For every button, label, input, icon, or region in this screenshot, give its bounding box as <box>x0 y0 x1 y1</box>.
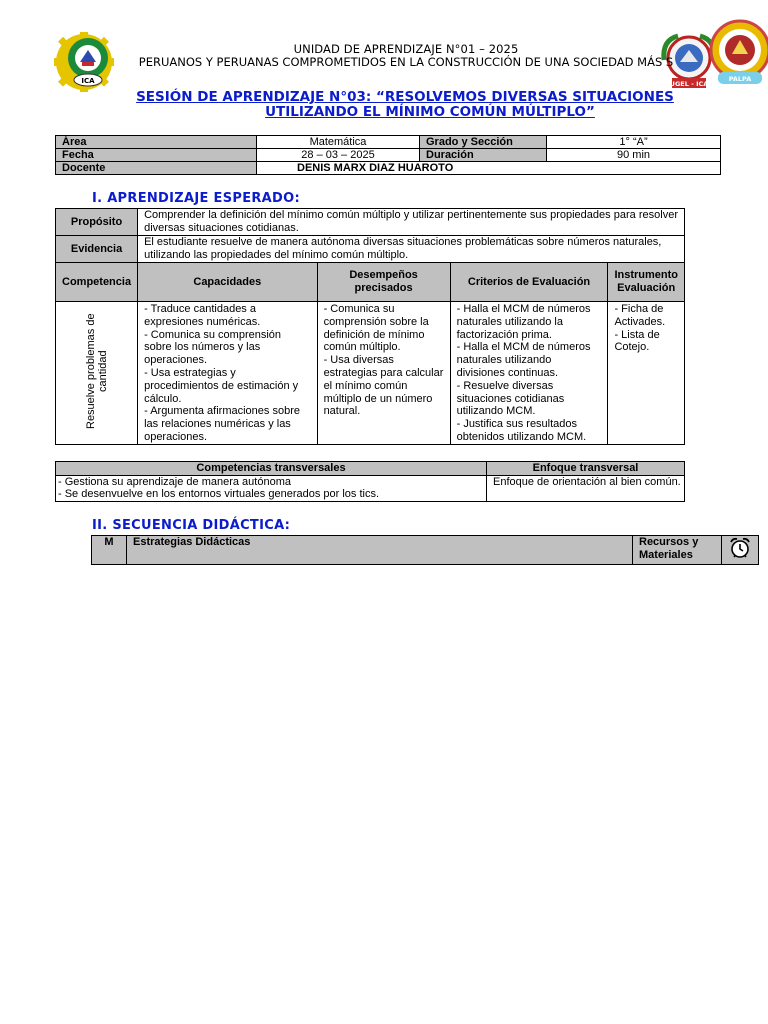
duracion-value: 90 min <box>547 149 721 162</box>
docente-value: DENIS MARX DIAZ HUAROTO <box>257 162 721 175</box>
capacidades-cell <box>138 302 317 445</box>
logo-left-text: ICA <box>81 77 95 85</box>
criterios-cell <box>450 302 608 445</box>
logo-mid-text: UGEL - ICA <box>669 80 709 88</box>
col-capacidades: Capacidades <box>138 263 317 302</box>
criterio-item: - Halla el MCM de números naturales utilizando divisiones continuas. <box>456 341 591 379</box>
col-estrategias: Estrategias Didácticas <box>127 536 633 565</box>
area-value: Matemática <box>257 136 420 149</box>
learning-table <box>55 208 685 445</box>
col-criterios: Criterios de Evaluación <box>450 263 608 302</box>
capacidad-item: - Traduce cantidades a expresiones numéricas. <box>144 303 261 328</box>
alarm-clock-icon <box>728 536 752 560</box>
proposito-text: Comprender la definición del mínimo común múltiplo y utilizar pertinentemente sus propiedades para resolver diversas situaciones cotidianas. <box>138 209 685 236</box>
unit-subheading: PERUANOS Y PERUANAS COMPROMETIDOS EN LA CONSTRUCCIÓN DE UNA SOCIEDAD MÁS S <box>138 55 674 69</box>
evidencia-label: Evidencia <box>56 236 138 263</box>
transversal-competencias-cell <box>56 475 487 501</box>
col-m: M <box>92 536 127 565</box>
unit-heading: UNIDAD DE APRENDIZAJE N°01 – 2025 <box>293 42 519 56</box>
col-time <box>722 536 759 565</box>
enfoque-text: Enfoque de orientación al bien común. <box>487 475 685 501</box>
instrumentos-cell <box>608 302 685 445</box>
capacidad-item: - Argumenta afirmaciones sobre las relaciones numéricas y las operaciones. <box>144 405 300 443</box>
criterio-item: - Resuelve diversas situaciones cotidianas utilizando MCM. <box>456 379 565 418</box>
criterio-item: - Justifica sus resultados obtenidos utilizando MCM. <box>456 418 587 443</box>
col-instrumento: Instrumento Evaluación <box>608 263 685 302</box>
sequence-table <box>91 535 759 565</box>
logo-right-text: PALPA <box>728 75 752 83</box>
session-title <box>100 90 710 119</box>
grado-label: Grado y Sección <box>420 136 547 149</box>
col-competencias-transversales: Competencias transversales <box>56 462 487 476</box>
section-heading-secuencia: II. SECUENCIA DIDÁCTICA: <box>92 518 291 533</box>
transversal-item: - Se desenvuelve en los entornos virtuales generados por los tics. <box>58 488 380 500</box>
criterio-item: - Halla el MCM de números naturales utilizando la factorización prima. <box>456 303 591 341</box>
instrumento-item: - Lista de Cotejo. <box>614 328 660 354</box>
area-label: Área <box>56 136 257 149</box>
duracion-label: Duración <box>420 149 547 162</box>
transversal-item: - Gestiona su aprendizaje de manera autónoma <box>58 475 291 488</box>
evidencia-text: El estudiante resuelve de manera autónoma diversas situaciones problemáticas sobre números naturales, utilizando las propiedades del mínimo común múltiplo. <box>138 236 685 263</box>
competencia-text: Resuelve problemas de cantidad <box>84 313 109 429</box>
capacidad-item: - Comunica su comprensión sobre los números y las operaciones. <box>144 328 282 367</box>
docente-label: Docente <box>56 162 257 175</box>
session-title-line2: UTILIZANDO EL MÍNIMO COMÚN MÚLTIPLO” <box>265 103 595 120</box>
capacidad-item: - Usa estrategias y procedimientos de estimación y cálculo. <box>144 366 299 405</box>
competencia-cell <box>56 302 138 445</box>
desempeno-item: - Comunica su comprensión sobre la definición de mínimo común múltiplo. <box>323 303 429 354</box>
desempenos-cell <box>317 302 450 445</box>
session-title-line1: SESIÓN DE APRENDIZAJE N°03: “RESOLVEMOS DIVERSAS SITUACIONES <box>136 89 674 105</box>
col-recursos: Recursos y Materiales <box>633 536 722 565</box>
instrumento-item: - Ficha de Activades. <box>614 303 666 328</box>
section-heading-aprendizaje: I. APRENDIZAJE ESPERADO: <box>92 191 300 206</box>
fecha-label: Fecha <box>56 149 257 162</box>
col-enfoque-transversal: Enfoque transversal <box>487 462 685 476</box>
desempeno-item: - Usa diversas estrategias para calcular el mínimo común múltiplo de un número natural. <box>323 354 444 418</box>
grado-value: 1° “A” <box>547 136 721 149</box>
col-desempenos: Desempeños precisados <box>317 263 450 302</box>
session-info-table <box>55 135 721 175</box>
transversal-table <box>55 461 685 502</box>
col-competencia: Competencia <box>56 263 138 302</box>
proposito-label: Propósito <box>56 209 138 236</box>
fecha-value: 28 – 03 – 2025 <box>257 149 420 162</box>
